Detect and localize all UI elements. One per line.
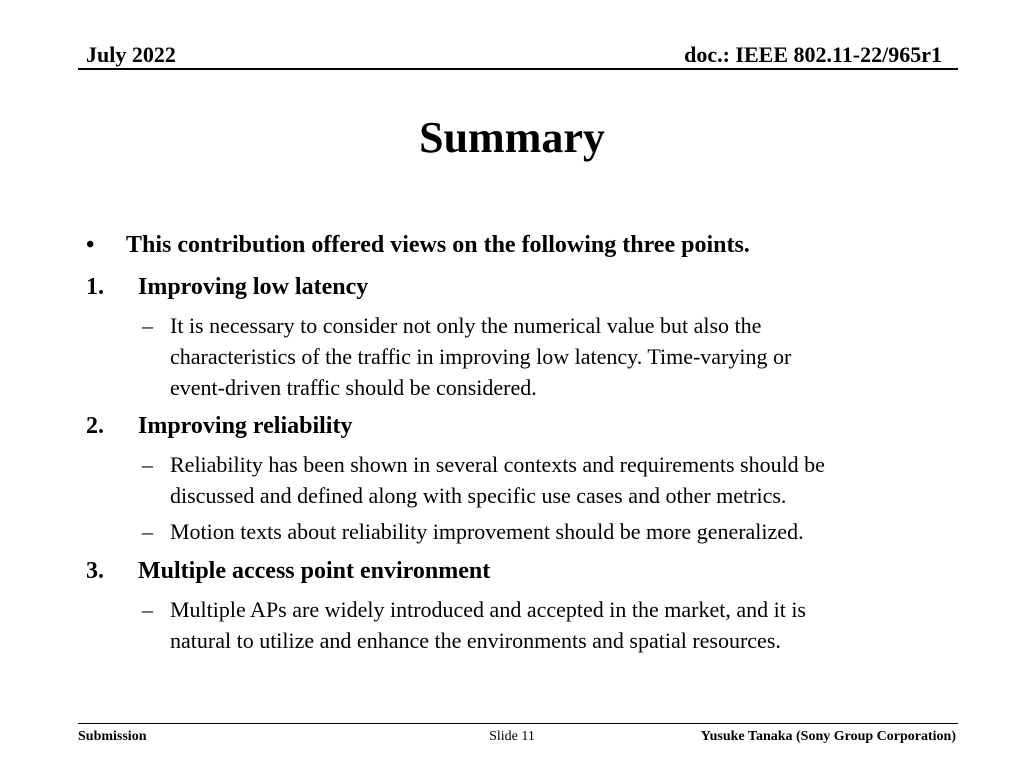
sub-line: natural to utilize and enhance the environments and spatial resources. (170, 628, 781, 653)
header-divider (78, 68, 958, 70)
point-1-number: 1. (86, 274, 104, 300)
point-2-number: 2. (86, 413, 104, 439)
dash-marker: – (142, 313, 153, 338)
sub-line: Multiple APs are widely introduced and accepted in the market, and it is (170, 597, 806, 622)
footer-submission: Submission (78, 729, 147, 744)
dash-marker: – (142, 597, 153, 622)
point-3-number: 3. (86, 558, 104, 584)
intro-text: This contribution offered views on the following three points. (126, 232, 750, 258)
dash-marker: – (142, 452, 153, 477)
sub-line: characteristics of the traffic in improving low latency. Time-varying or (170, 344, 792, 369)
footer-slide-number: Slide 11 (489, 729, 535, 744)
header-date: July 2022 (86, 42, 176, 67)
point-3-title: Multiple access point environment (138, 558, 491, 584)
sub-line: Reliability has been shown in several contexts and requirements should be (170, 452, 825, 477)
sub-line: It is necessary to consider not only the numerical value but also the (170, 313, 762, 338)
footer-author: Yusuke Tanaka (Sony Group Corporation) (700, 729, 956, 744)
point-2-title: Improving reliability (138, 413, 353, 439)
header-doc-id: doc.: IEEE 802.11-22/965r1 (684, 42, 942, 67)
sub-line: event-driven traffic should be considered. (170, 375, 537, 400)
footer-divider (78, 723, 958, 724)
sub-line: Motion texts about reliability improvement should be more generalized. (170, 519, 804, 544)
slide-title: Summary (419, 113, 605, 162)
dash-marker: – (142, 519, 153, 544)
point-1-title: Improving low latency (138, 274, 369, 300)
bullet-marker: • (86, 232, 95, 258)
sub-line: discussed and defined along with specific use cases and other metrics. (170, 483, 787, 508)
